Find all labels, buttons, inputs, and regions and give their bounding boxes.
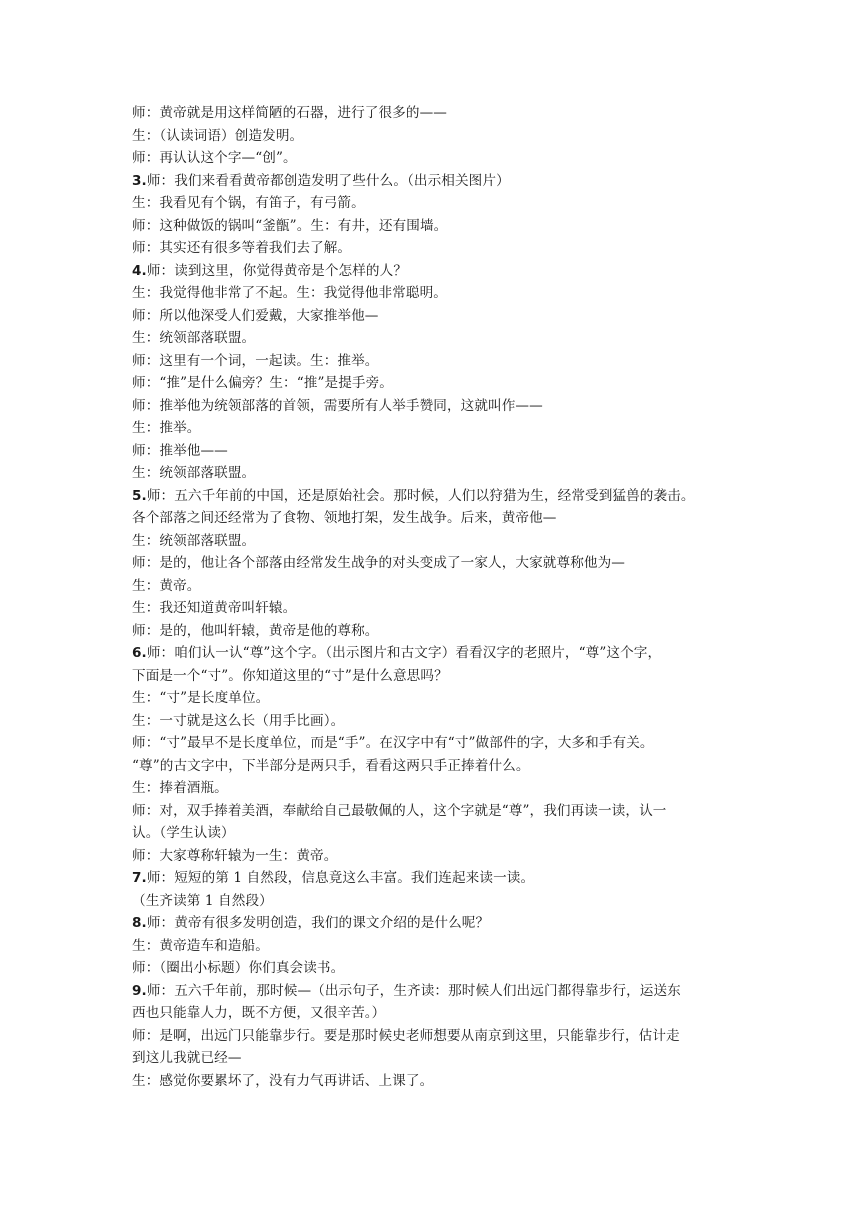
item-number: 6.	[132, 645, 147, 661]
line-text: “尊”的古文字中，下半部分是两只手，看看这两只手正捧着什么。	[132, 757, 530, 774]
text-line	[132, 755, 732, 778]
text-line	[132, 1025, 732, 1048]
text-line	[132, 530, 732, 553]
line-text: 认。（学生认读）	[132, 825, 235, 841]
line-text: 师：是的，他让各个部落由经常发生战争的对头变成了一家人，大家就尊称他为—	[132, 555, 625, 571]
text-line	[132, 395, 732, 418]
line-text: 师：再认认这个字—“创”。	[132, 150, 297, 166]
line-text: 师：其实还有很多等着我们去了解。	[132, 240, 352, 256]
text-line	[132, 710, 732, 733]
line-text: 师：这里有一个词，一起读。生：推举。	[132, 352, 379, 369]
line-text: 师：五六千年前，那时候—（出示句子，生齐读：那时候人们出远门都得靠步行，运送东	[146, 982, 681, 999]
text-line	[132, 642, 732, 665]
text-line	[132, 867, 732, 890]
line-text: 师：大家尊称轩辕为一生：黄帝。	[132, 847, 338, 864]
line-text: 生：捧着酒瓶。	[132, 780, 228, 796]
text-line	[132, 1047, 732, 1070]
text-line	[132, 597, 732, 620]
text-line	[132, 372, 732, 395]
text-line	[132, 800, 732, 823]
line-text: 师：是啊，出远门只能靠步行。要是那时候史老师想要从南京到这里，只能靠步行，估计走	[132, 1027, 680, 1044]
text-line	[132, 417, 732, 440]
line-text: 到这儿我就已经—	[132, 1050, 242, 1066]
item-number: 5.	[132, 487, 147, 504]
line-text: 生：统领部落联盟。	[132, 465, 256, 481]
text-line	[132, 327, 732, 350]
line-text: 生：推举。	[132, 420, 201, 436]
line-text: 生：我觉得他非常了不起。生：我觉得他非常聪明。	[132, 285, 447, 301]
text-line	[132, 822, 732, 845]
line-text: 生：我还知道黄帝叫轩辕。	[132, 600, 297, 616]
line-text: （生齐读第 1 自然段）	[132, 892, 273, 909]
line-text: 师：所以他深受人们爱戴，大家推举他—	[132, 307, 379, 324]
line-text: 师：这种做饭的锅叫“釜甑”。生：有井，还有围墙。	[132, 217, 448, 234]
text-line	[132, 890, 732, 913]
text-line	[132, 462, 732, 485]
line-text: 师：“推”是什么偏旁？生：“推”是提手旁。	[132, 375, 393, 391]
line-text: 师：是的，他叫轩辕，黄帝是他的尊称。	[132, 622, 379, 639]
line-text: 生：黄帝造车和造船。	[132, 937, 269, 954]
text-line	[132, 147, 732, 170]
text-line	[132, 687, 732, 710]
line-text: 西也只能靠人力，既不方便，又很辛苦。）	[132, 1005, 386, 1021]
text-line	[132, 935, 732, 958]
line-text: 生：感觉你要累坏了，没有力气再讲话、上课了。	[132, 1072, 434, 1089]
line-text: 师：我们来看看黄帝都创造发明了些什么。（出示相关图片）	[146, 172, 510, 189]
line-text: 师：读到这里，你觉得黄帝是个怎样的人？	[146, 262, 408, 279]
text-line	[132, 440, 732, 463]
text-line	[132, 170, 732, 193]
text-line	[132, 912, 732, 935]
item-number: 4.	[132, 262, 147, 279]
text-line	[132, 665, 732, 688]
line-text: 生：我看见有个锅，有笛子，有弓箭。	[132, 195, 365, 211]
text-line	[132, 237, 732, 260]
item-number: 8.	[132, 915, 147, 931]
text-line	[132, 777, 732, 800]
document-body	[132, 102, 732, 1092]
text-line	[132, 215, 732, 238]
text-line	[132, 1070, 732, 1093]
line-text: 师：五六千年前的中国，还是原始社会。那时候，人们以狩猎为生，经常受到猛兽的袭击。	[146, 487, 695, 504]
line-text: 生：（认读词语）创造发明。	[132, 127, 304, 144]
text-line	[132, 575, 732, 598]
line-text: 下面是一个“寸”。你知道这里的“寸”是什么意思吗？	[132, 667, 448, 684]
text-line	[132, 102, 732, 125]
line-text: 各个部落之间还经常为了食物、领地打架，发生战争。后来，黄帝他—	[132, 510, 557, 526]
text-line	[132, 350, 732, 373]
line-text: 生：黄帝。	[132, 577, 201, 594]
text-line	[132, 282, 732, 305]
line-text: 生：统领部落联盟。	[132, 330, 256, 346]
item-number: 7.	[132, 870, 147, 886]
text-line	[132, 305, 732, 328]
line-text: 师：“寸”最早不是长度单位，而是“手”。在汉字中有“寸”做部件的字，大多和手有关。	[132, 735, 654, 751]
line-text: 师：推举他为统领部落的首领，需要所有人举手赞同，这就叫作——	[132, 397, 543, 414]
text-line	[132, 485, 732, 508]
item-number: 9.	[132, 982, 147, 999]
line-text: 师：黄帝有很多发明创造，我们的课文介绍的是什么呢？	[146, 915, 490, 931]
line-text: 师：咱们认一认“尊”这个字。（出示图片和古文字）看看汉字的老照片，“尊”这个字，	[146, 645, 662, 661]
line-text: 生：统领部落联盟。	[132, 532, 256, 549]
line-text: 师：（圈出小标题）你们真会读书。	[132, 960, 345, 976]
text-line	[132, 957, 732, 980]
text-line	[132, 980, 732, 1003]
line-text: 师：短短的第 1 自然段，信息竟这么丰富。我们连起来读一读。	[146, 870, 535, 886]
text-line	[132, 620, 732, 643]
text-line	[132, 260, 732, 283]
line-text: 师：推举他——	[132, 442, 228, 459]
text-line	[132, 552, 732, 575]
text-line	[132, 125, 732, 148]
text-line	[132, 192, 732, 215]
line-text: 师：黄帝就是用这样简陋的石器，进行了很多的——	[132, 105, 447, 121]
text-line	[132, 507, 732, 530]
text-line	[132, 732, 732, 755]
line-text: 生：“寸”是长度单位。	[132, 690, 270, 706]
text-line	[132, 1002, 732, 1025]
item-number: 3.	[132, 172, 147, 189]
line-text: 师：对，双手捧着美酒，奉献给自己最敬佩的人，这个字就是“尊”，我们再读一读，认一	[132, 802, 667, 819]
line-text: 生：一寸就是这么长（用手比画）。	[132, 712, 345, 729]
text-line	[132, 845, 732, 868]
